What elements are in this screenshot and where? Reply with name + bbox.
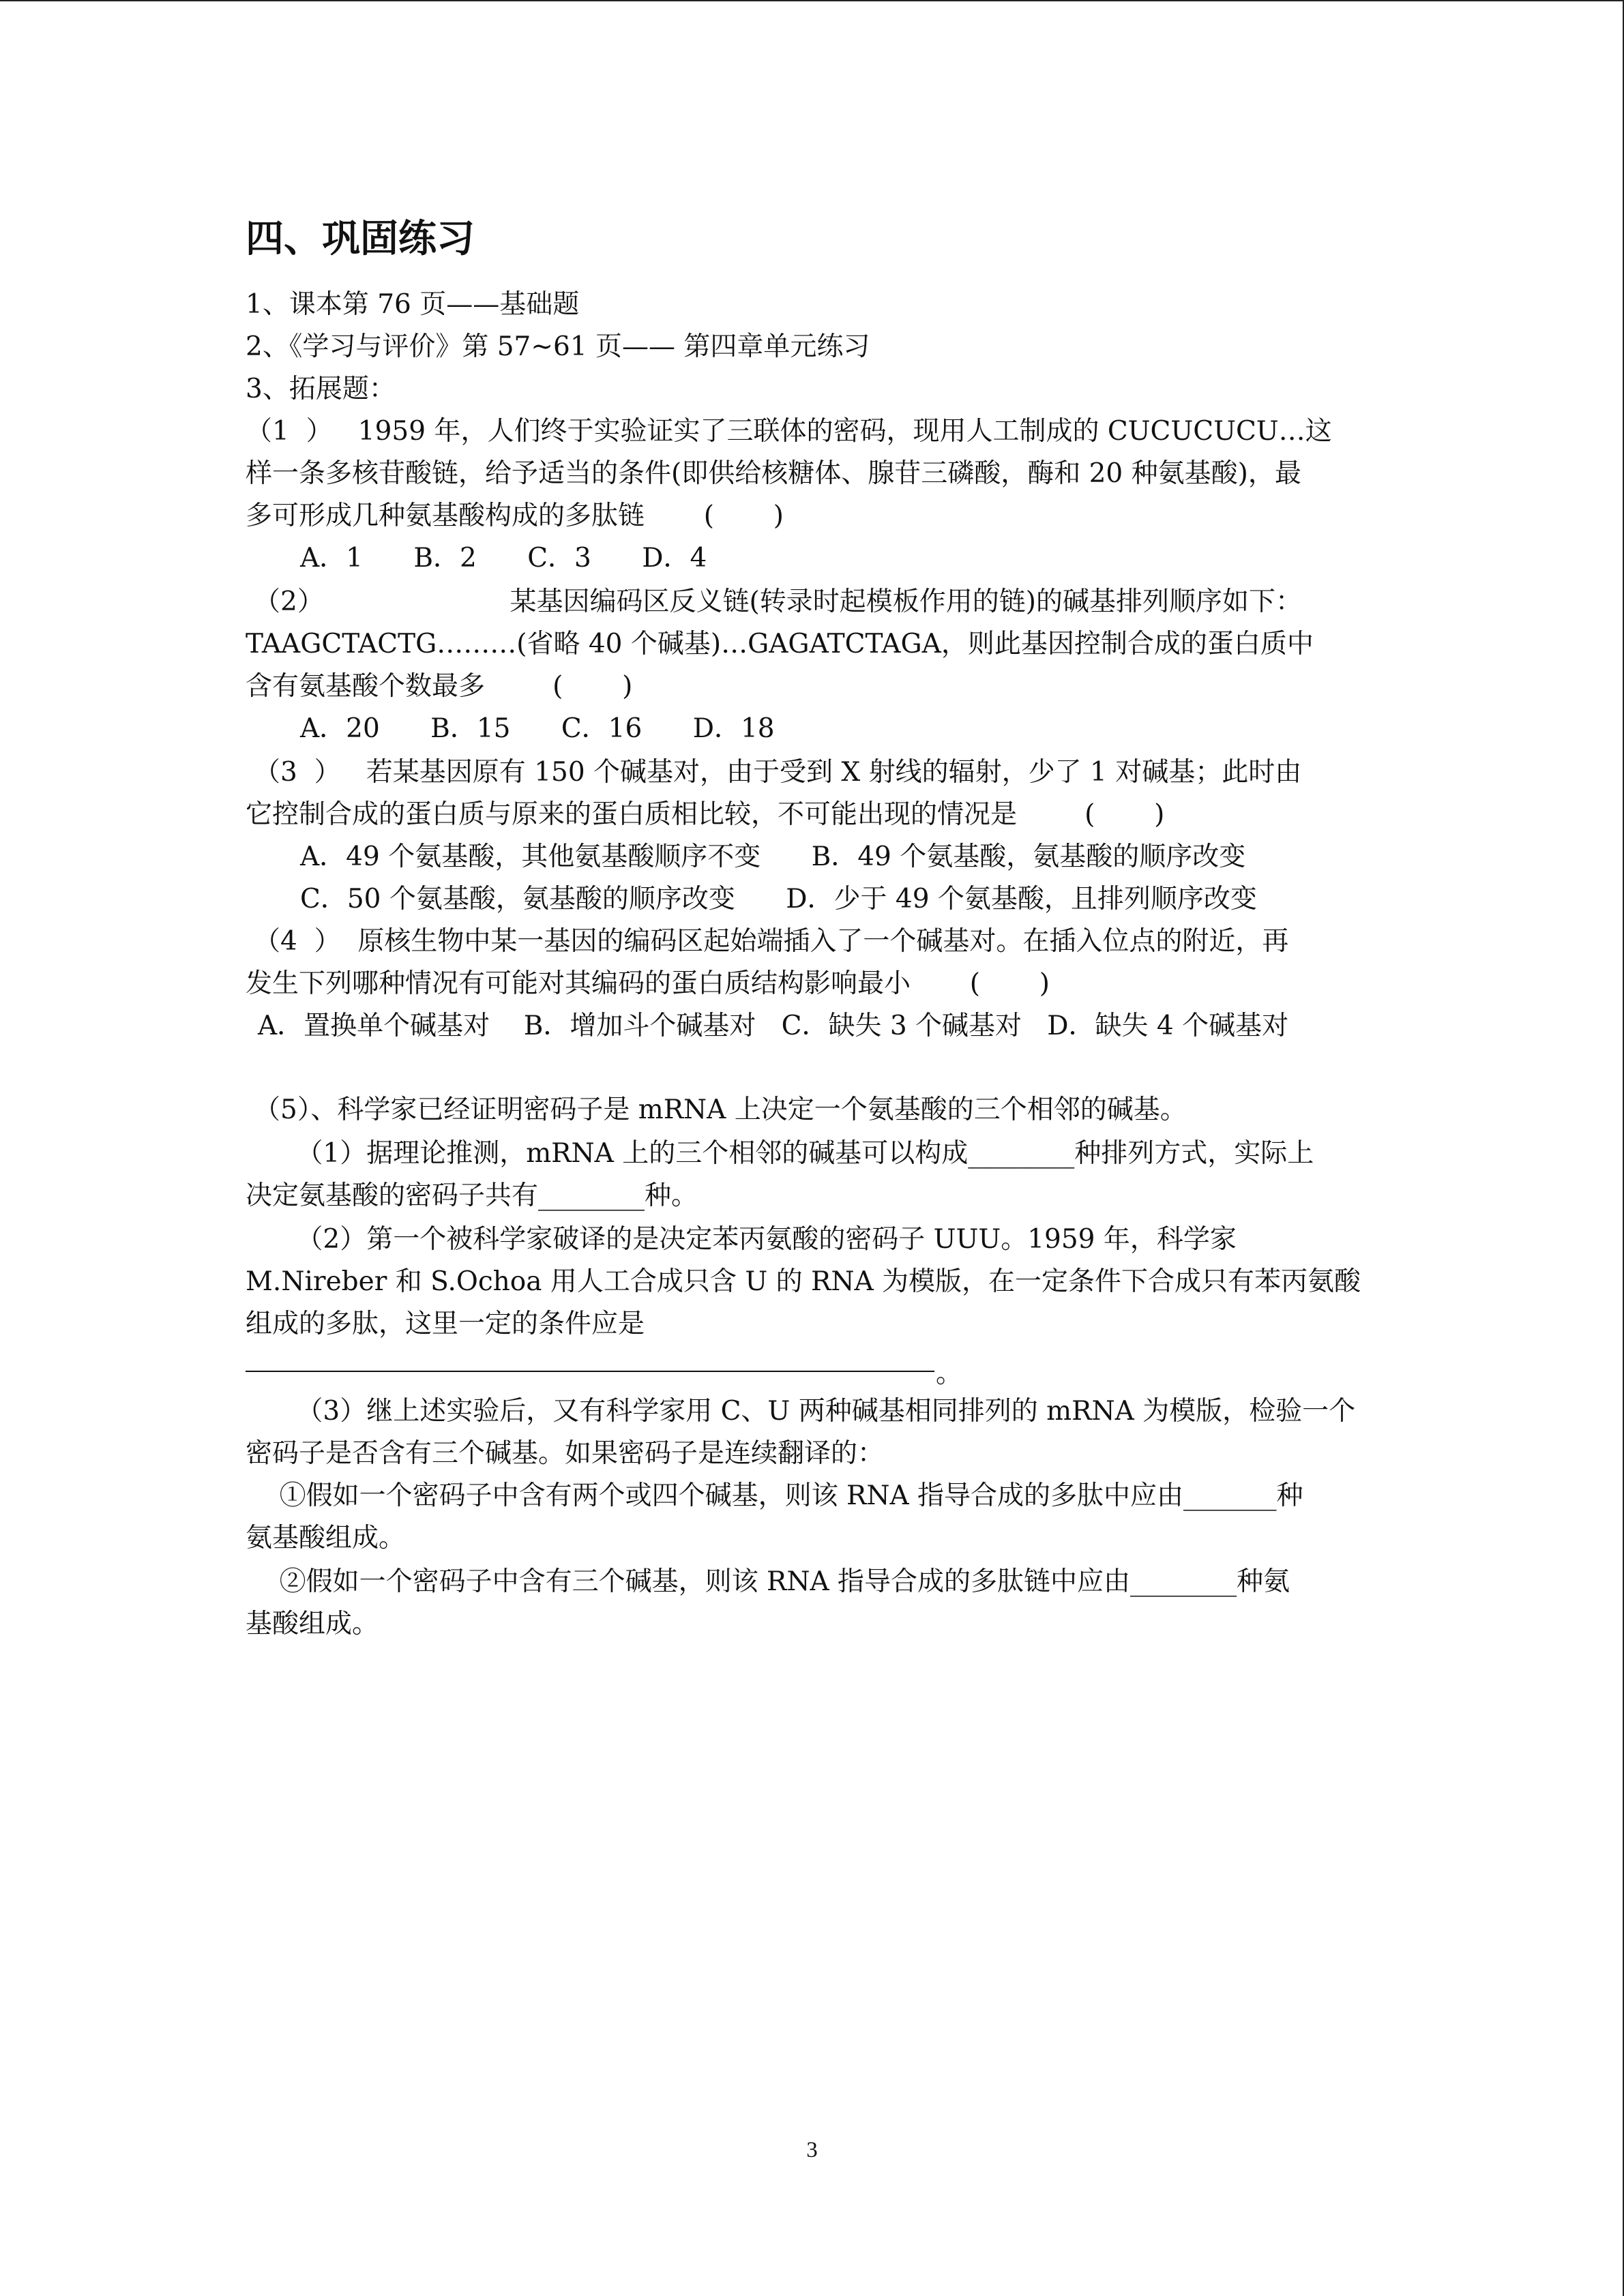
q4-line: （4 ） 原核生物中某一基因的编码区起始端插入了一个碱基对。在插入位点的附近，再 bbox=[254, 926, 1289, 957]
q2-line: TAAGCTACTG………(省略 40 个碱基)…GAGATCTAGA，则此基因控制合成的蛋白质中 bbox=[246, 629, 1314, 659]
q2-options: A．20 B．15 C．16 D．18 bbox=[300, 713, 775, 744]
q5-sub1-line: 决定氨基酸的密码子共有________种。 bbox=[246, 1180, 698, 1211]
q5-sub1-line: （1）据理论推测，mRNA 上的三个相邻的碱基可以构成________种排列方式，实际上 bbox=[246, 1138, 1314, 1169]
q5-sub3-line: 氨基酸组成。 bbox=[246, 1523, 406, 1553]
q1-line: 多可形成几种氨基酸构成的多肽链 ( ) bbox=[246, 501, 784, 531]
q1-line: （1 ） 1959 年，人们终于实验证实了三联体的密码，现用人工制成的 CUCUCUCU…这 bbox=[246, 416, 1332, 447]
item-workbook: 2、《学习与评价》第 57~61 页—— 第四章单元练习 bbox=[246, 331, 870, 362]
q2-line: 含有氨基酸个数最多 ( ) bbox=[246, 671, 633, 702]
q5-sub2-line: M.Nireber 和 S.Ochoa 用人工合成只含 U 的 RNA 为模版，在一定条件下合成只有苯丙氨酸 bbox=[246, 1266, 1361, 1297]
page-border-top bbox=[0, 0, 1624, 1]
section-title: 四、巩固练习 bbox=[246, 217, 475, 261]
q1-options: A．1 B．2 C．3 D．4 bbox=[300, 543, 707, 573]
q5-intro: （5）、科学家已经证明密码子是 mRNA 上决定一个氨基酸的三个相邻的碱基。 bbox=[254, 1094, 1187, 1125]
q5-sub3-line: （3）继上述实验后，又有科学家用 C、U 两种碱基相同排列的 mRNA 为模版，检验一个 bbox=[246, 1396, 1356, 1427]
q3-option-row: C．50 个氨基酸，氨基酸的顺序改变 D．少于 49 个氨基酸，且排列顺序改变 bbox=[300, 884, 1257, 914]
q5-sub2-line: 组成的多肽，这里一定的条件应是 bbox=[246, 1309, 645, 1339]
q5-sub3-line: 密码子是否含有三个碱基。如果密码子是连续翻译的： bbox=[246, 1438, 885, 1469]
q5-sub2-line: （2）第一个被科学家破译的是决定苯丙氨酸的密码子 UUU。1959 年，科学家 bbox=[246, 1224, 1237, 1255]
q1-line: 样一条多核苷酸链，给予适当的条件(即供给核糖体、腺苷三磷酸，酶和 20 种氨基酸)，最 bbox=[246, 458, 1301, 489]
q3-option-row: A．49 个氨基酸，其他氨基酸顺序不变 B．49 个氨基酸，氨基酸的顺序改变 bbox=[300, 841, 1246, 872]
answer-blank-line bbox=[246, 1371, 934, 1372]
item-textbook: 1、课本第 76 页——基础题 bbox=[246, 289, 580, 320]
q5-sub3-line: 基酸组成。 bbox=[246, 1609, 379, 1639]
q3-line: （3 ） 若某基因原有 150 个碱基对，由于受到 X 射线的辐射，少了 1 对碱基；此时由 bbox=[254, 757, 1302, 788]
q5-sub3-line: ②假如一个密码子中含有三个碱基，则该 RNA 指导合成的多肽链中应由________种氨 bbox=[246, 1566, 1290, 1597]
answer-blank-end: 。 bbox=[936, 1358, 963, 1389]
page-number: 3 bbox=[806, 2138, 818, 2162]
q3-line: 它控制合成的蛋白质与原来的蛋白质相比较，不可能出现的情况是 ( ) bbox=[246, 799, 1165, 830]
q2-line: （2） 某基因编码区反义链(转录时起模板作用的链)的碱基排列顺序如下： bbox=[254, 586, 1302, 617]
item-extension: 3、拓展题： bbox=[246, 374, 396, 404]
q5-sub3-line: ①假如一个密码子中含有两个或四个碱基，则该 RNA 指导合成的多肽中应由_______种 bbox=[246, 1480, 1303, 1511]
q4-options: A．置换单个碱基对 B．增加斗个碱基对 C．缺失 3 个碱基对 D．缺失 4 个碱基对 bbox=[258, 1011, 1289, 1041]
q4-line: 发生下列哪种情况有可能对其编码的蛋白质结构影响最小 ( ) bbox=[246, 968, 1050, 999]
